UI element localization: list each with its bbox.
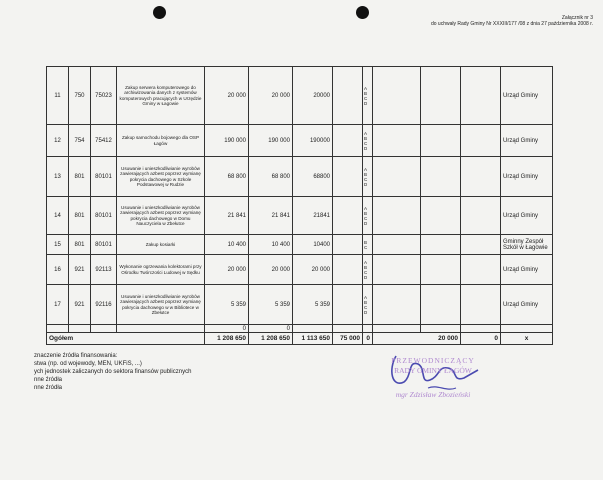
row-section: 921 [69, 285, 91, 325]
row-unit: Urząd Gminy [501, 67, 553, 125]
row-funding-source: A B C D [363, 67, 373, 125]
row-unit: Urząd Gminy [501, 285, 553, 325]
row-section: 921 [69, 255, 91, 285]
row-section: 801 [69, 157, 91, 197]
zero-cell: 0 [249, 325, 293, 333]
row-chapter: 75412 [91, 125, 117, 157]
annex-number: Załącznik nr 3 [561, 15, 593, 21]
row-own-funds: 21841 [293, 197, 333, 235]
row-own-funds: 5 359 [293, 285, 333, 325]
empty-cell [333, 285, 363, 325]
stamp-title: PRZEWODNICZĄCY [391, 356, 475, 365]
empty-cell [333, 67, 363, 125]
total-a: 1 208 650 [205, 333, 249, 345]
stamp-name: mgr Zdzisław Zbozieński [395, 390, 471, 399]
zero-cell [421, 325, 461, 333]
empty-cell [461, 125, 501, 157]
row-unit: Urząd Gminy [501, 125, 553, 157]
funding-source-notes [34, 352, 191, 392]
table-row [47, 125, 553, 157]
total-g: 0 [461, 333, 501, 345]
row-funding-source: B C [363, 235, 373, 255]
row-section: 801 [69, 197, 91, 235]
zero-cell [293, 325, 333, 333]
row-description: Zakup samochodu bojowego dla OSP Łagów [117, 125, 205, 157]
row-section: 750 [69, 67, 91, 125]
row-year-value: 190 000 [249, 125, 293, 157]
table-row [47, 157, 553, 197]
empty-cell [333, 255, 363, 285]
zero-cell [117, 325, 205, 333]
empty-cell [461, 285, 501, 325]
empty-cell [373, 197, 421, 235]
row-unit: Urząd Gminy [501, 157, 553, 197]
row-number: 14 [47, 197, 69, 235]
empty-cell [421, 125, 461, 157]
row-total-value: 10 400 [205, 235, 249, 255]
row-chapter: 92113 [91, 255, 117, 285]
empty-cell [461, 67, 501, 125]
row-year-value: 20 000 [249, 67, 293, 125]
table-row [47, 255, 553, 285]
row-year-value: 68 800 [249, 157, 293, 197]
empty-cell [421, 255, 461, 285]
row-year-value: 20 000 [249, 255, 293, 285]
row-number: 12 [47, 125, 69, 157]
row-total-value: 68 800 [205, 157, 249, 197]
note-line: znaczenie źródła finansowania: [34, 353, 118, 359]
empty-cell [461, 255, 501, 285]
row-section: 754 [69, 125, 91, 157]
zero-cell [373, 325, 421, 333]
empty-cell [421, 197, 461, 235]
row-own-funds: 68800 [293, 157, 333, 197]
total-f: 20 000 [373, 333, 461, 345]
row-total-value: 190 000 [205, 125, 249, 157]
empty-cell [421, 235, 461, 255]
header-annex [431, 15, 593, 27]
stamp-council: RADY GMINY ŁAGÓW [394, 366, 472, 375]
zero-cell [69, 325, 91, 333]
note-line: nne źródła [34, 377, 63, 383]
table-row [47, 197, 553, 235]
row-number: 11 [47, 67, 69, 125]
empty-cell [373, 125, 421, 157]
investment-table [46, 66, 553, 345]
empty-cell [421, 67, 461, 125]
punch-hole-left [153, 6, 166, 19]
row-description: Usuwanie i unieszkodliwianie wyrobów zawierających azbest poprzez wymianę pokrycia dachowego w w Bibliotece w Zbełutce [117, 285, 205, 325]
zero-cell [501, 325, 553, 333]
row-chapter: 80101 [91, 157, 117, 197]
row-year-value: 5 359 [249, 285, 293, 325]
row-own-funds: 20000 [293, 67, 333, 125]
row-number: 15 [47, 235, 69, 255]
total-e: 0 [363, 333, 373, 345]
row-description: Wykonanie ogrzewania kolektorami przy Ośrodku Twórczości Ludowej w Sędku [117, 255, 205, 285]
empty-cell [421, 285, 461, 325]
empty-cell [373, 285, 421, 325]
row-number: 16 [47, 255, 69, 285]
zero-cell [363, 325, 373, 333]
row-number: 13 [47, 157, 69, 197]
empty-cell [373, 157, 421, 197]
row-year-value: 10 400 [249, 235, 293, 255]
row-chapter: 80101 [91, 235, 117, 255]
total-b: 1 208 650 [249, 333, 293, 345]
row-total-value: 5 359 [205, 285, 249, 325]
row-own-funds: 10400 [293, 235, 333, 255]
total-row [47, 333, 553, 345]
row-funding-source: A B C D [363, 255, 373, 285]
row-description: Usuwanie i unieszkodliwianie wyrobów zawierających azbest poprzez wymianę pokrycia dachowego w Szkole Podstawowej w Rudzie [117, 157, 205, 197]
row-unit: Urząd Gminy [501, 197, 553, 235]
empty-cell [421, 157, 461, 197]
empty-cell [373, 67, 421, 125]
row-year-value: 21 841 [249, 197, 293, 235]
row-unit: Gminny Zespół Szkół w Łagowie [501, 235, 553, 255]
zero-cell: 0 [205, 325, 249, 333]
row-funding-source: A B C D [363, 285, 373, 325]
total-label: Ogółem [47, 333, 205, 345]
row-chapter: 80101 [91, 197, 117, 235]
empty-cell [333, 125, 363, 157]
zero-cell [47, 325, 69, 333]
row-funding-source: A B C D [363, 125, 373, 157]
empty-cell [373, 235, 421, 255]
row-description: Zakup serwera komputerowego do archiwizowania danych z systemów komputerowych pracujących w Urzędzie Gminy w Łagowie [117, 67, 205, 125]
row-own-funds: 20 000 [293, 255, 333, 285]
row-chapter: 75023 [91, 67, 117, 125]
note-line: nne źródła [34, 385, 63, 391]
row-total-value: 20 000 [205, 67, 249, 125]
table-row [47, 235, 553, 255]
note-line: stwa (np. od wojewody, MEN, UKFiS, ...) [34, 361, 142, 367]
resolution-reference: do uchwały Rady Gminy Nr XXXIII/177 /08 z dnia 27 października 2008 r. [430, 21, 593, 27]
row-number: 17 [47, 285, 69, 325]
row-unit: Urząd Gminy [501, 255, 553, 285]
table-row [47, 67, 553, 125]
row-description: Zakup kosiarki [117, 235, 205, 255]
total-h: x [501, 333, 553, 345]
punch-hole-right [356, 6, 369, 19]
zero-cell [333, 325, 363, 333]
note-line: ych jednostek zaliczanych do sektora finansów publicznych [34, 369, 192, 375]
total-c: 1 113 650 [293, 333, 333, 345]
zero-row [47, 325, 553, 333]
table-row [47, 285, 553, 325]
row-total-value: 20 000 [205, 255, 249, 285]
total-d: 75 000 [333, 333, 363, 345]
zero-cell [461, 325, 501, 333]
row-description: Usuwanie i unieszkodliwianie wyrobów zawierających azbest poprzez wymianę pokrycia dachowego w Domu Nauczyciela w Zbełutce [117, 197, 205, 235]
empty-cell [333, 197, 363, 235]
row-own-funds: 190000 [293, 125, 333, 157]
zero-cell [91, 325, 117, 333]
chairman-stamp [368, 348, 498, 410]
row-chapter: 92116 [91, 285, 117, 325]
row-funding-source: A B C D [363, 157, 373, 197]
row-total-value: 21 841 [205, 197, 249, 235]
row-section: 801 [69, 235, 91, 255]
empty-cell [333, 235, 363, 255]
empty-cell [461, 157, 501, 197]
empty-cell [333, 157, 363, 197]
empty-cell [373, 255, 421, 285]
empty-cell [461, 235, 501, 255]
empty-cell [461, 197, 501, 235]
row-funding-source: A B C D [363, 197, 373, 235]
